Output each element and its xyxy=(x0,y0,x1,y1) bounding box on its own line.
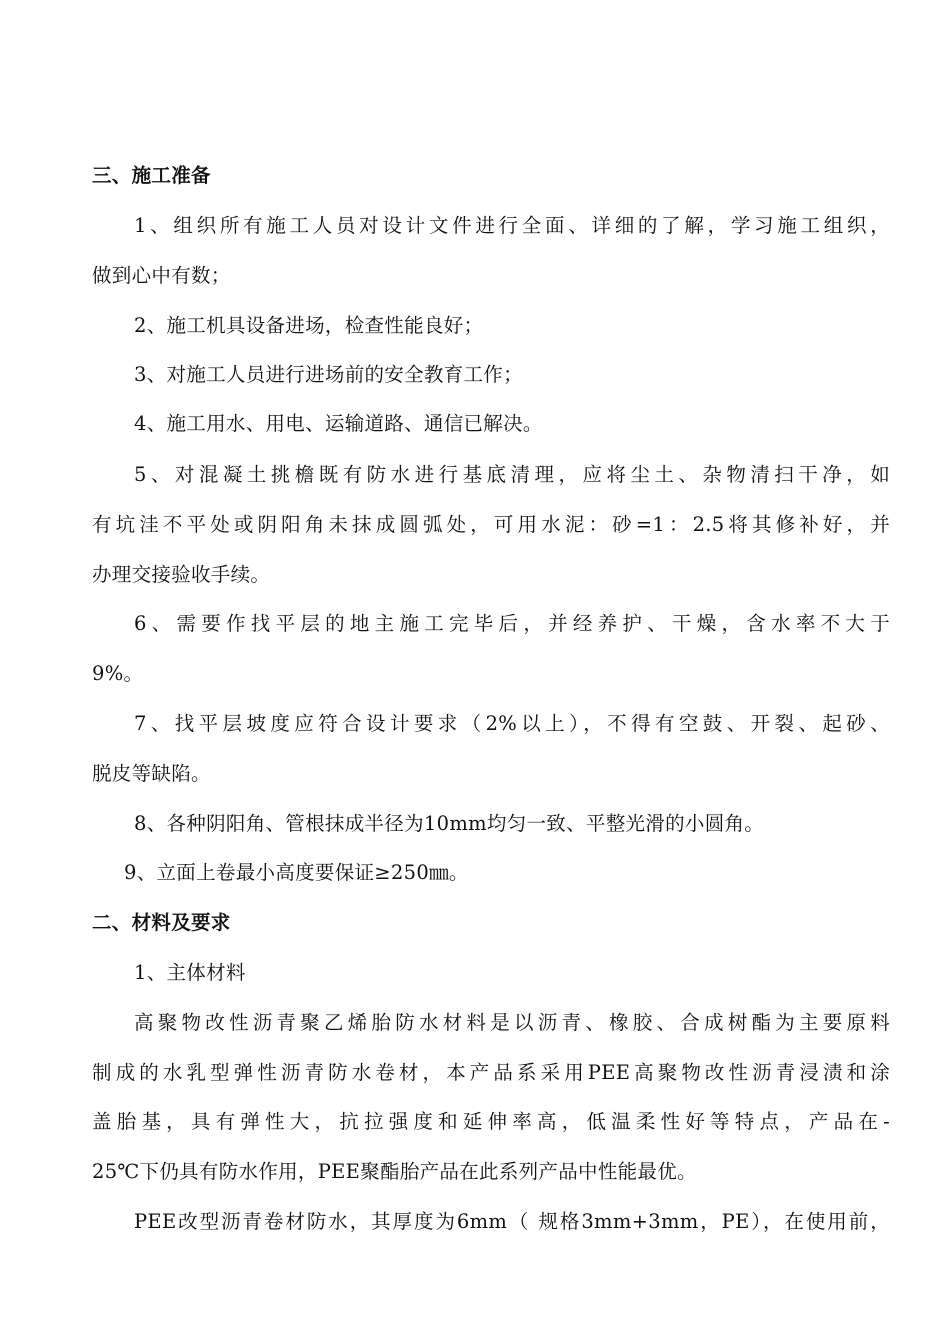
section-heading-construction-prep: 三、施工准备 xyxy=(92,164,211,187)
paragraph-line: 高聚物改性沥青聚乙烯胎防水材料是以沥青、橡胶、合成树酯为主要原料 xyxy=(134,1011,890,1034)
list-item: 9、立面上卷最小高度要保证≥250㎜。 xyxy=(124,861,469,884)
paragraph-line: 盖胎基，具有弹性大，抗拉强度和延伸率高，低温柔性好等特点，产品在- xyxy=(92,1110,890,1133)
list-item: 6、需要作找平层的地主施工完毕后，并经养护、干燥，含水率不大于 xyxy=(134,612,890,635)
list-item: 2、施工机具设备进场，检查性能良好； xyxy=(134,314,484,337)
section-heading-materials: 二、材料及要求 xyxy=(92,911,231,934)
list-item: 3、对施工人员进行进场前的安全教育工作； xyxy=(134,363,523,386)
list-item: 5、对混凝土挑檐既有防水进行基底清理，应将尘土、杂物清扫干净，如 xyxy=(134,463,890,486)
list-item-continuation: 办理交接验收手续。 xyxy=(92,563,271,586)
list-item-continuation: 9%。 xyxy=(92,662,144,685)
list-item: 4、施工用水、用电、运输道路、通信已解决。 xyxy=(134,412,543,435)
list-item-continuation: 有坑洼不平处或阴阳角未抹成圆弧处，可用水泥：砂=1：2.5将其修补好，并 xyxy=(92,513,890,536)
list-item-continuation: 做到心中有数； xyxy=(92,264,231,287)
paragraph-line: 25℃下仍具有防水作用，PEE聚酯胎产品在此系列产品中性能最优。 xyxy=(92,1160,697,1183)
paragraph-line: PEE改型沥青卷材防水，其厚度为6mm（ 规格3mm+3mm，PE），在使用前， xyxy=(134,1210,890,1233)
list-item: 8、各种阴阳角、管根抹成半径为10mm均匀一致、平整光滑的小圆角。 xyxy=(134,812,765,835)
list-item-continuation: 脱皮等缺陷。 xyxy=(92,762,211,785)
list-item: 7、找平层坡度应符合设计要求（2%以上），不得有空鼓、开裂、起砂、 xyxy=(134,712,890,735)
list-item: 1、组织所有施工人员对设计文件进行全面、详细的了解，学习施工组织， xyxy=(134,214,890,237)
paragraph-line: 制成的水乳型弹性沥青防水卷材，本产品系采用PEE高聚物改性沥青浸渍和涂 xyxy=(92,1061,890,1084)
subsection-title: 1、主体材料 xyxy=(134,961,246,984)
